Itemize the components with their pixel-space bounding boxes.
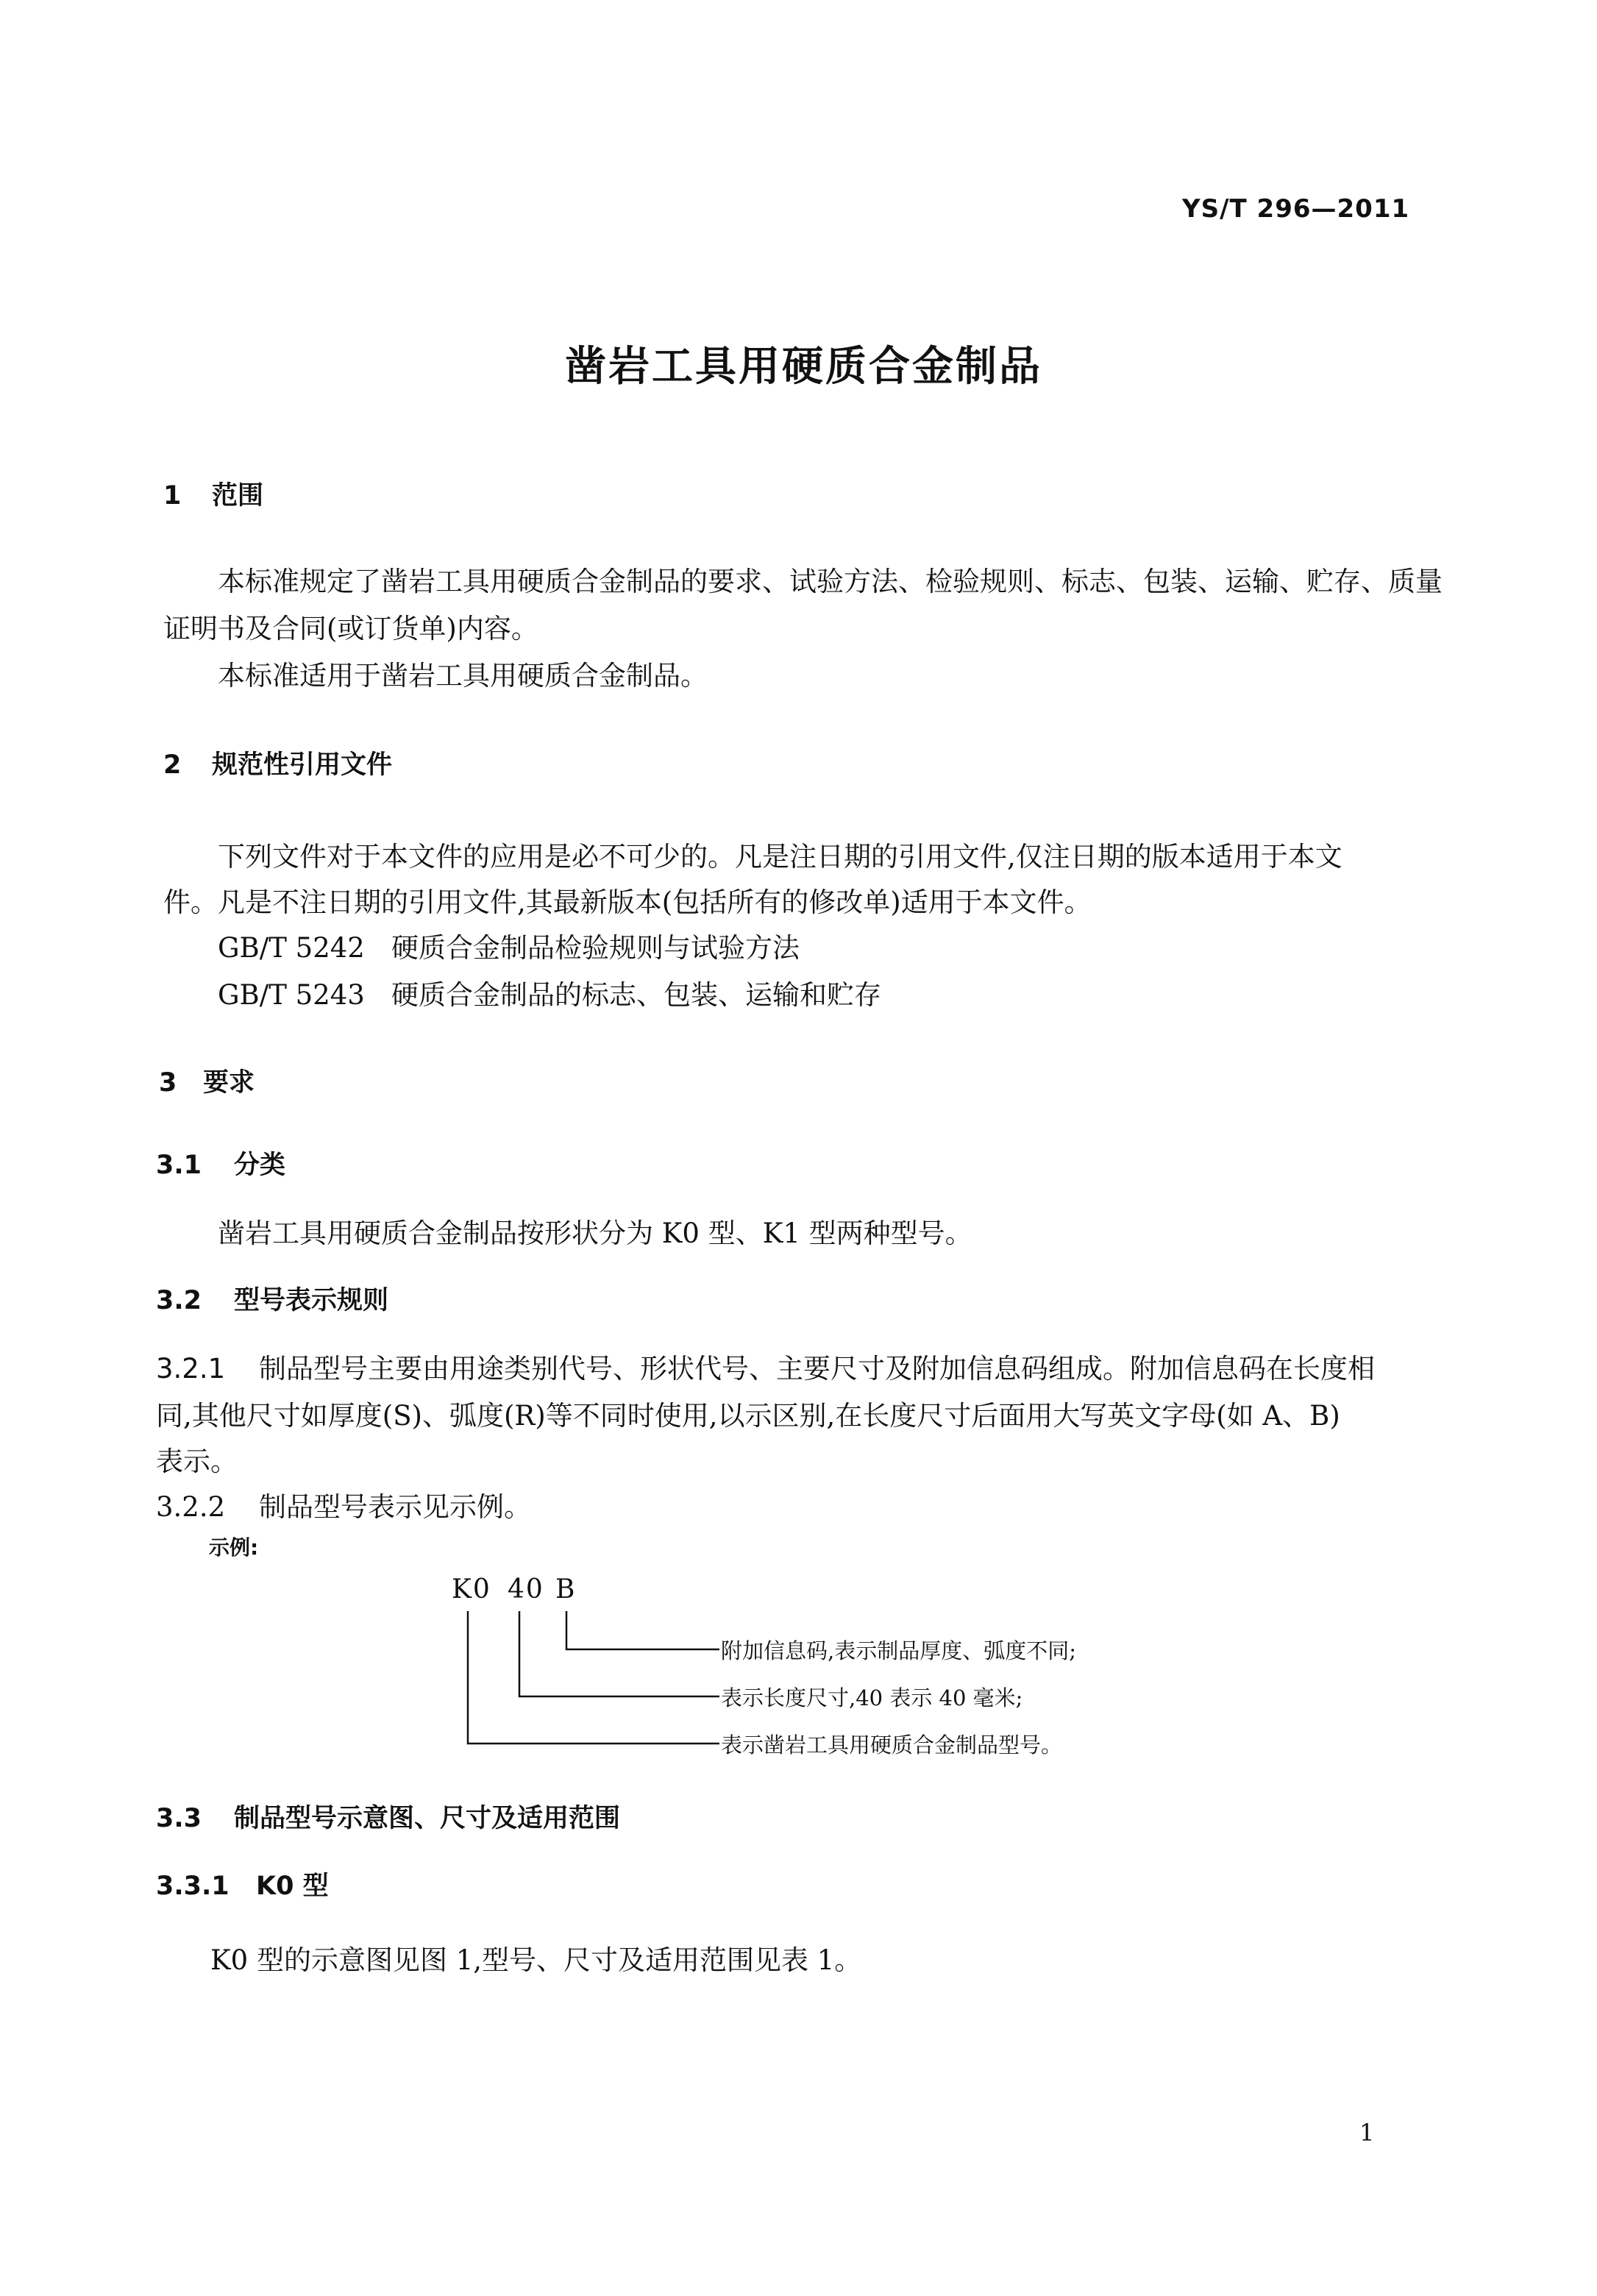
connector-line-type [468, 1611, 719, 1744]
paragraph-continuation: 证明书及合同(或订货单)内容。 [163, 613, 538, 644]
reference-code: GB/T 5243 [218, 979, 365, 1011]
connector-line-suffix [566, 1611, 719, 1649]
code-part-length: 40 [508, 1574, 544, 1604]
clause-text: 制品型号主要由用途类别代号、形状代号、主要尺寸及附加信息码组成。附加信息码在长度相 [259, 1353, 1375, 1385]
clause-number: 3.2.2 [156, 1491, 226, 1523]
annotation-type: 表示凿岩工具用硬质合金制品型号。 [721, 1732, 1063, 1757]
section-number: 3.1 [156, 1151, 202, 1180]
standard-code: YS/T 296—2011 [1182, 194, 1410, 224]
clause-number: 3.2.1 [156, 1353, 226, 1385]
section-title: 制品型号示意图、尺寸及适用范围 [234, 1804, 621, 1833]
paragraph: K0 型的示意图见图 1,型号、尺寸及适用范围见表 1。 [210, 1944, 862, 1976]
clause-text: 制品型号表示见示例。 [259, 1491, 531, 1523]
paragraph: 下列文件对于本文件的应用是必不可少的。凡是注日期的引用文件,仅注日期的版本适用于本文 [218, 841, 1342, 872]
section-title: 范围 [212, 481, 264, 511]
paragraph-continuation: 表示。 [156, 1446, 238, 1477]
section-number: 3.2 [156, 1286, 202, 1315]
code-part-suffix: B [555, 1574, 577, 1604]
connector-line-length [519, 1611, 719, 1696]
paragraph: 凿岩工具用硬质合金制品按形状分为 K0 型、K1 型两种型号。 [218, 1218, 972, 1249]
annotation-length: 表示长度尺寸,40 表示 40 毫米; [721, 1685, 1023, 1710]
annotation-suffix: 附加信息码,表示制品厚度、弧度不同; [721, 1638, 1076, 1663]
page-number: 1 [1359, 2119, 1375, 2147]
section-title: 规范性引用文件 [212, 750, 393, 780]
section-title: 分类 [234, 1151, 286, 1180]
paragraph-continuation: 件。凡是不注日期的引用文件,其最新版本(包括所有的修改单)适用于本文件。 [163, 886, 1092, 918]
section-number: 2 [163, 750, 182, 780]
reference-title: 硬质合金制品的标志、包装、运输和贮存 [391, 979, 881, 1011]
paragraph-continuation: 同,其他尺寸如厚度(S)、弧度(R)等不同时使用,以示区别,在长度尺寸后面用大写英文字母(如 A、B) [156, 1400, 1340, 1432]
section-3-3-1-heading [156, 1866, 329, 1902]
document-title: 凿岩工具用硬质合金制品 [565, 343, 1042, 391]
example-label: 示例: [209, 1535, 259, 1560]
paragraph: 本标准规定了凿岩工具用硬质合金制品的要求、试验方法、检验规则、标志、包装、运输、贮存、质量 [218, 566, 1443, 597]
section-3-3-heading [156, 1798, 620, 1835]
reference-code: GB/T 5242 [218, 932, 365, 964]
section-title: K0 型 [256, 1872, 329, 1901]
section-title: 要求 [203, 1068, 255, 1098]
section-number: 3.3.1 [156, 1872, 230, 1901]
section-title: 型号表示规则 [234, 1286, 389, 1315]
section-number: 3.3 [156, 1804, 202, 1833]
paragraph: 本标准适用于凿岩工具用硬质合金制品。 [218, 660, 708, 692]
section-number: 3 [159, 1068, 177, 1098]
code-part-k0: K0 [452, 1574, 491, 1604]
reference-title: 硬质合金制品检验规则与试验方法 [391, 932, 800, 964]
section-number: 1 [163, 481, 182, 511]
